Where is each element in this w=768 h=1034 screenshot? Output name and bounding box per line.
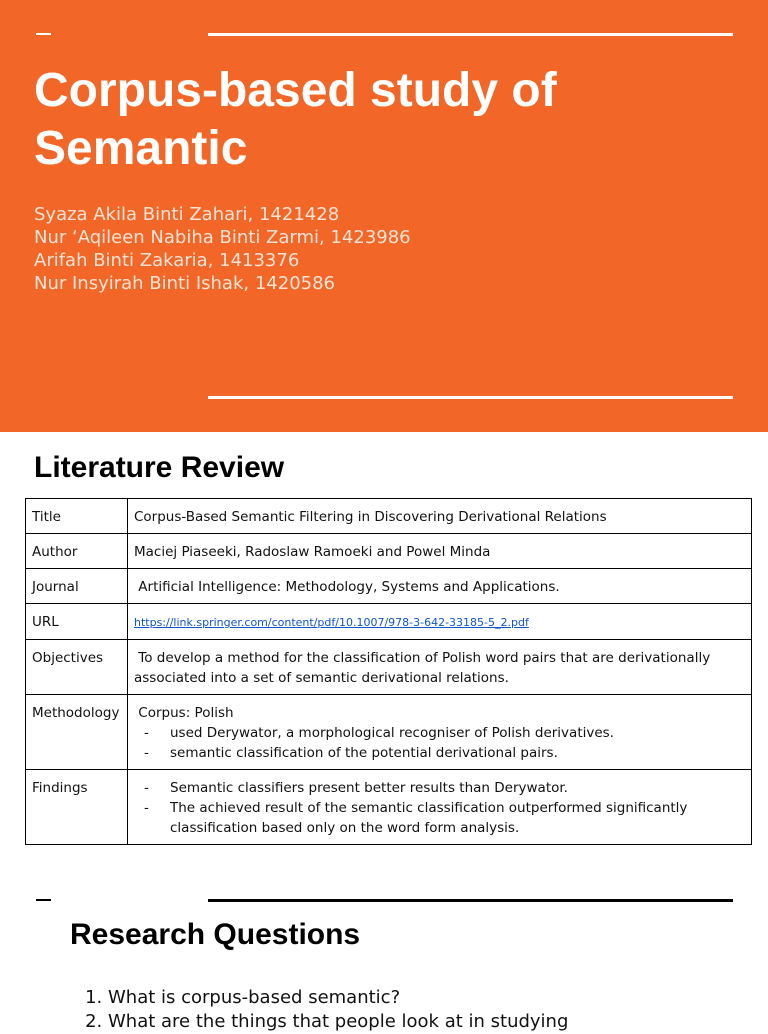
- methodology-value: [128, 695, 752, 770]
- author-list: [34, 203, 411, 295]
- row-label: Journal: [26, 569, 128, 604]
- author-line: Arifah Binti Zakaria, 1413376: [34, 250, 300, 271]
- literature-review-table: [25, 498, 752, 845]
- research-questions-heading: Research Questions: [70, 918, 361, 951]
- table-row: [26, 569, 752, 604]
- row-label: Findings: [26, 770, 128, 845]
- row-label: Title: [26, 499, 128, 534]
- research-questions-list: [70, 986, 568, 1034]
- list-item: - semantic classification of the potential derivational pairs.: [134, 743, 745, 763]
- accent-line-top: [208, 33, 733, 36]
- list-item: - The achieved result of the semantic classification outperformed significantly classification based only on the word form analysis.: [134, 798, 745, 838]
- table-row: [26, 695, 752, 770]
- objectives-value: To develop a method for the classification of Polish word pairs that are derivationally associated into a set of semantic derivational relations.: [128, 640, 752, 695]
- list-item: 2. What are the things that people look at in studying: [108, 1010, 568, 1034]
- paper-author-value: Maciej Piaseeki, Radoslaw Ramoeki and Powel Minda: [128, 534, 752, 569]
- findings-value: [128, 770, 752, 845]
- row-label: URL: [26, 604, 128, 640]
- table-row: [26, 640, 752, 695]
- title-slide: [0, 0, 768, 432]
- paper-journal-value: Artificial Intelligence: Methodology, Systems and Applications.: [128, 569, 752, 604]
- list-item: - used Derywator, a morphological recogniser of Polish derivatives.: [134, 723, 745, 743]
- list-item: - Semantic classifiers present better results than Derywator.: [134, 778, 745, 798]
- methodology-intro: Corpus: Polish: [138, 705, 234, 721]
- table-row: [26, 604, 752, 640]
- author-line: Syaza Akila Binti Zahari, 1421428: [34, 204, 340, 225]
- author-line: Nur ‘Aqileen Nabiha Binti Zarmi, 1423986: [34, 227, 411, 248]
- findings-list: [134, 778, 745, 838]
- table-row: [26, 534, 752, 569]
- row-label: Methodology: [26, 695, 128, 770]
- table-row: [26, 499, 752, 534]
- accent-line-bottom: [208, 396, 733, 399]
- paper-url-link[interactable]: https://link.springer.com/content/pdf/10.1007/978-3-642-33185-5_2.pdf: [134, 616, 529, 629]
- paper-url-cell: [128, 604, 752, 640]
- author-line: Nur Insyirah Binti Ishak, 1420586: [34, 273, 335, 294]
- literature-review-heading: Literature Review: [34, 451, 285, 484]
- table-row: [26, 770, 752, 845]
- row-label: Author: [26, 534, 128, 569]
- accent-dash-short: [36, 899, 51, 901]
- presentation-title: Corpus-based study of Semantic: [34, 64, 557, 175]
- accent-line-top: [208, 899, 733, 902]
- paper-title-value: Corpus-Based Semantic Filtering in Discovering Derivational Relations: [128, 499, 752, 534]
- row-label: Objectives: [26, 640, 128, 695]
- list-item: 1. What is corpus-based semantic?: [108, 986, 568, 1010]
- methodology-list: [134, 723, 745, 763]
- accent-dash-short: [36, 33, 51, 35]
